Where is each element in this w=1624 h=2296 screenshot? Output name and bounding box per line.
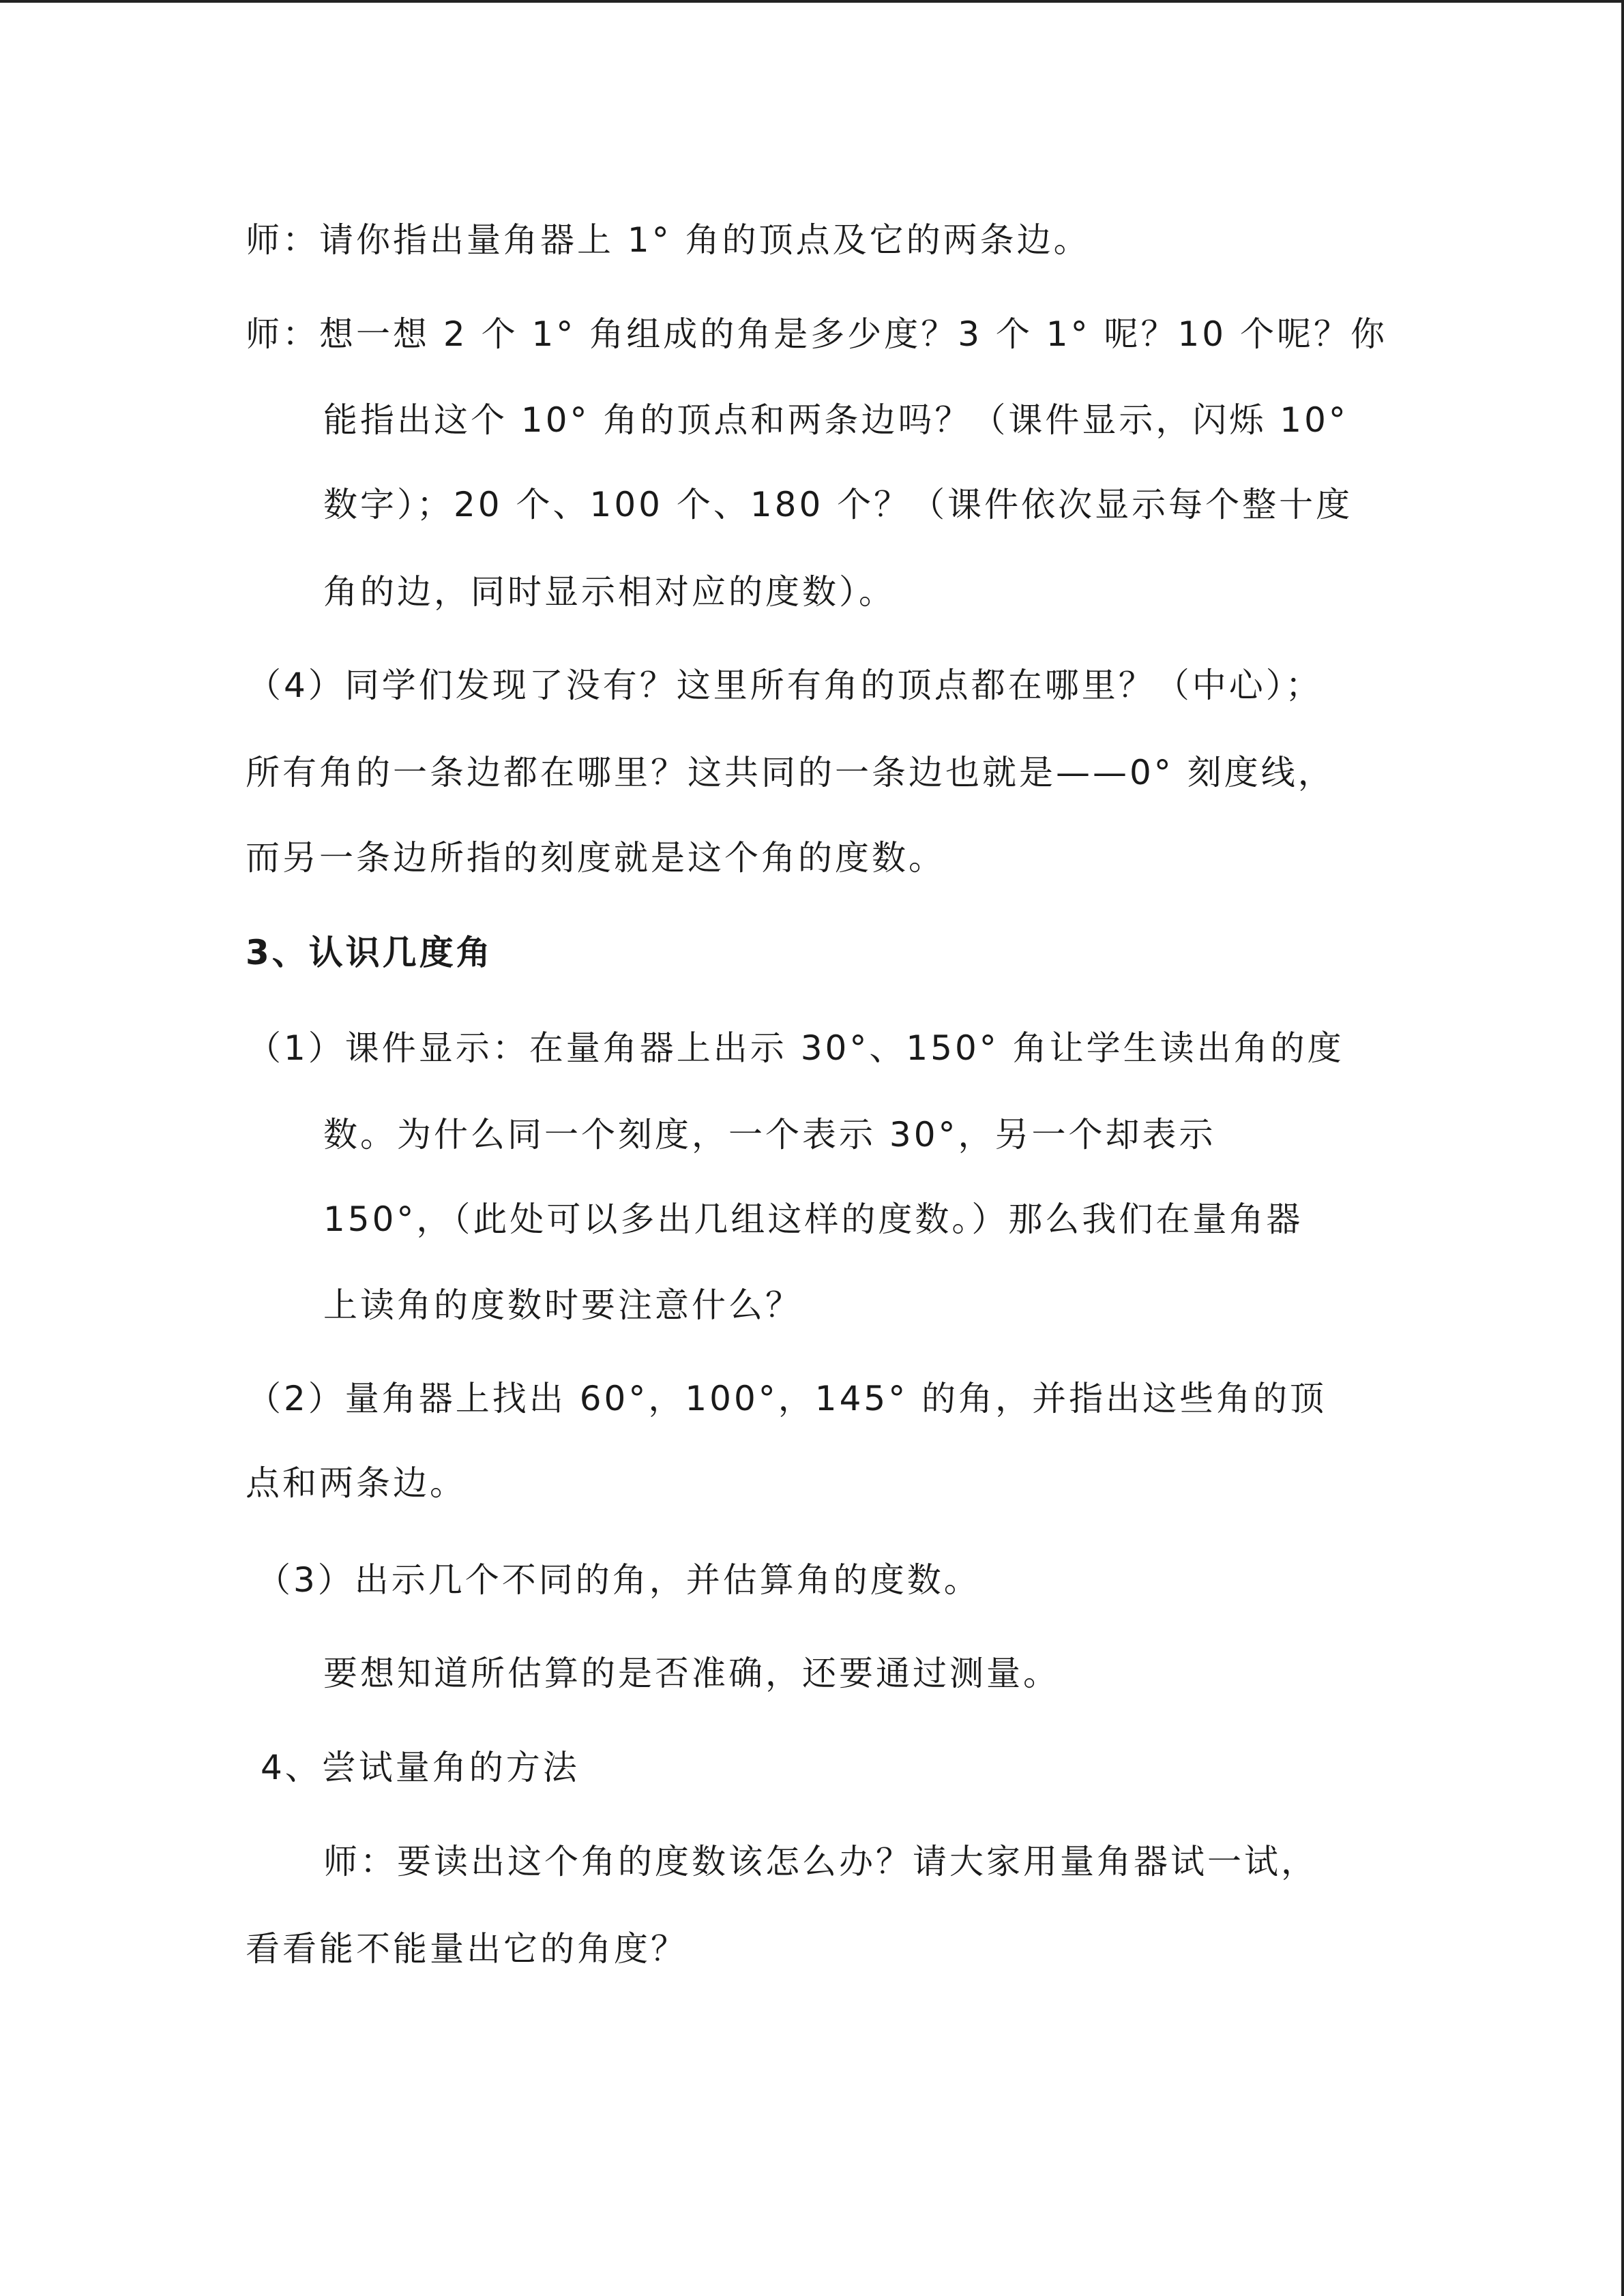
paragraph-line: 150°，（此处可以多出几组这样的度数。）那么我们在量角器: [323, 1199, 1303, 1239]
paragraph-line: 上读角的度数时要注意什么？: [323, 1285, 802, 1325]
paragraph-line: 师：想一想 2 个 1° 角组成的角是多少度？3 个 1° 呢？10 个呢？你: [246, 314, 1388, 354]
paragraph-line: （4）同学们发现了没有？这里所有角的顶点都在哪里？（中心）；: [247, 666, 1323, 705]
page-top-border: [0, 0, 1624, 3]
page-right-border: [1621, 0, 1624, 2296]
paragraph-line: 点和两条边。: [246, 1463, 467, 1503]
paragraph-line: 能指出这个 10° 角的顶点和两条边吗？（课件显示，闪烁 10°: [323, 400, 1348, 440]
section-heading: 4、尝试量角的方法: [261, 1748, 580, 1787]
section-heading: 3、认识几度角: [246, 933, 493, 972]
paragraph-line: 看看能不能量出它的角度？: [246, 1929, 688, 1969]
paragraph-line: 所有角的一条边都在哪里？这共同的一条边也就是——0° 刻度线，: [246, 753, 1335, 792]
paragraph-line: 数字）；20 个、100 个、180 个？（课件依次显示每个整十度: [323, 485, 1353, 524]
paragraph-line: （2）量角器上找出 60°，100°，145° 的角，并指出这些角的顶: [247, 1379, 1327, 1418]
paragraph-line: 数。为什么同一个刻度，一个表示 30°，另一个却表示: [323, 1115, 1216, 1154]
paragraph-line: 师：要读出这个角的度数该怎么办？请大家用量角器试一试，: [323, 1842, 1318, 1881]
paragraph-line: 师：请你指出量角器上 1° 角的顶点及它的两条边。: [246, 220, 1091, 260]
paragraph-line: （3）出示几个不同的角，并估算角的度数。: [256, 1560, 981, 1600]
paragraph-line: 要想知道所估算的是否准确，还要通过测量。: [323, 1654, 1060, 1693]
paragraph-line: 而另一条边所指的刻度就是这个角的度数。: [246, 838, 945, 878]
paragraph-line: 角的边，同时显示相对应的度数）。: [323, 572, 896, 612]
paragraph-line: （1）课件显示：在量角器上出示 30°、150° 角让学生读出角的度: [247, 1028, 1344, 1068]
